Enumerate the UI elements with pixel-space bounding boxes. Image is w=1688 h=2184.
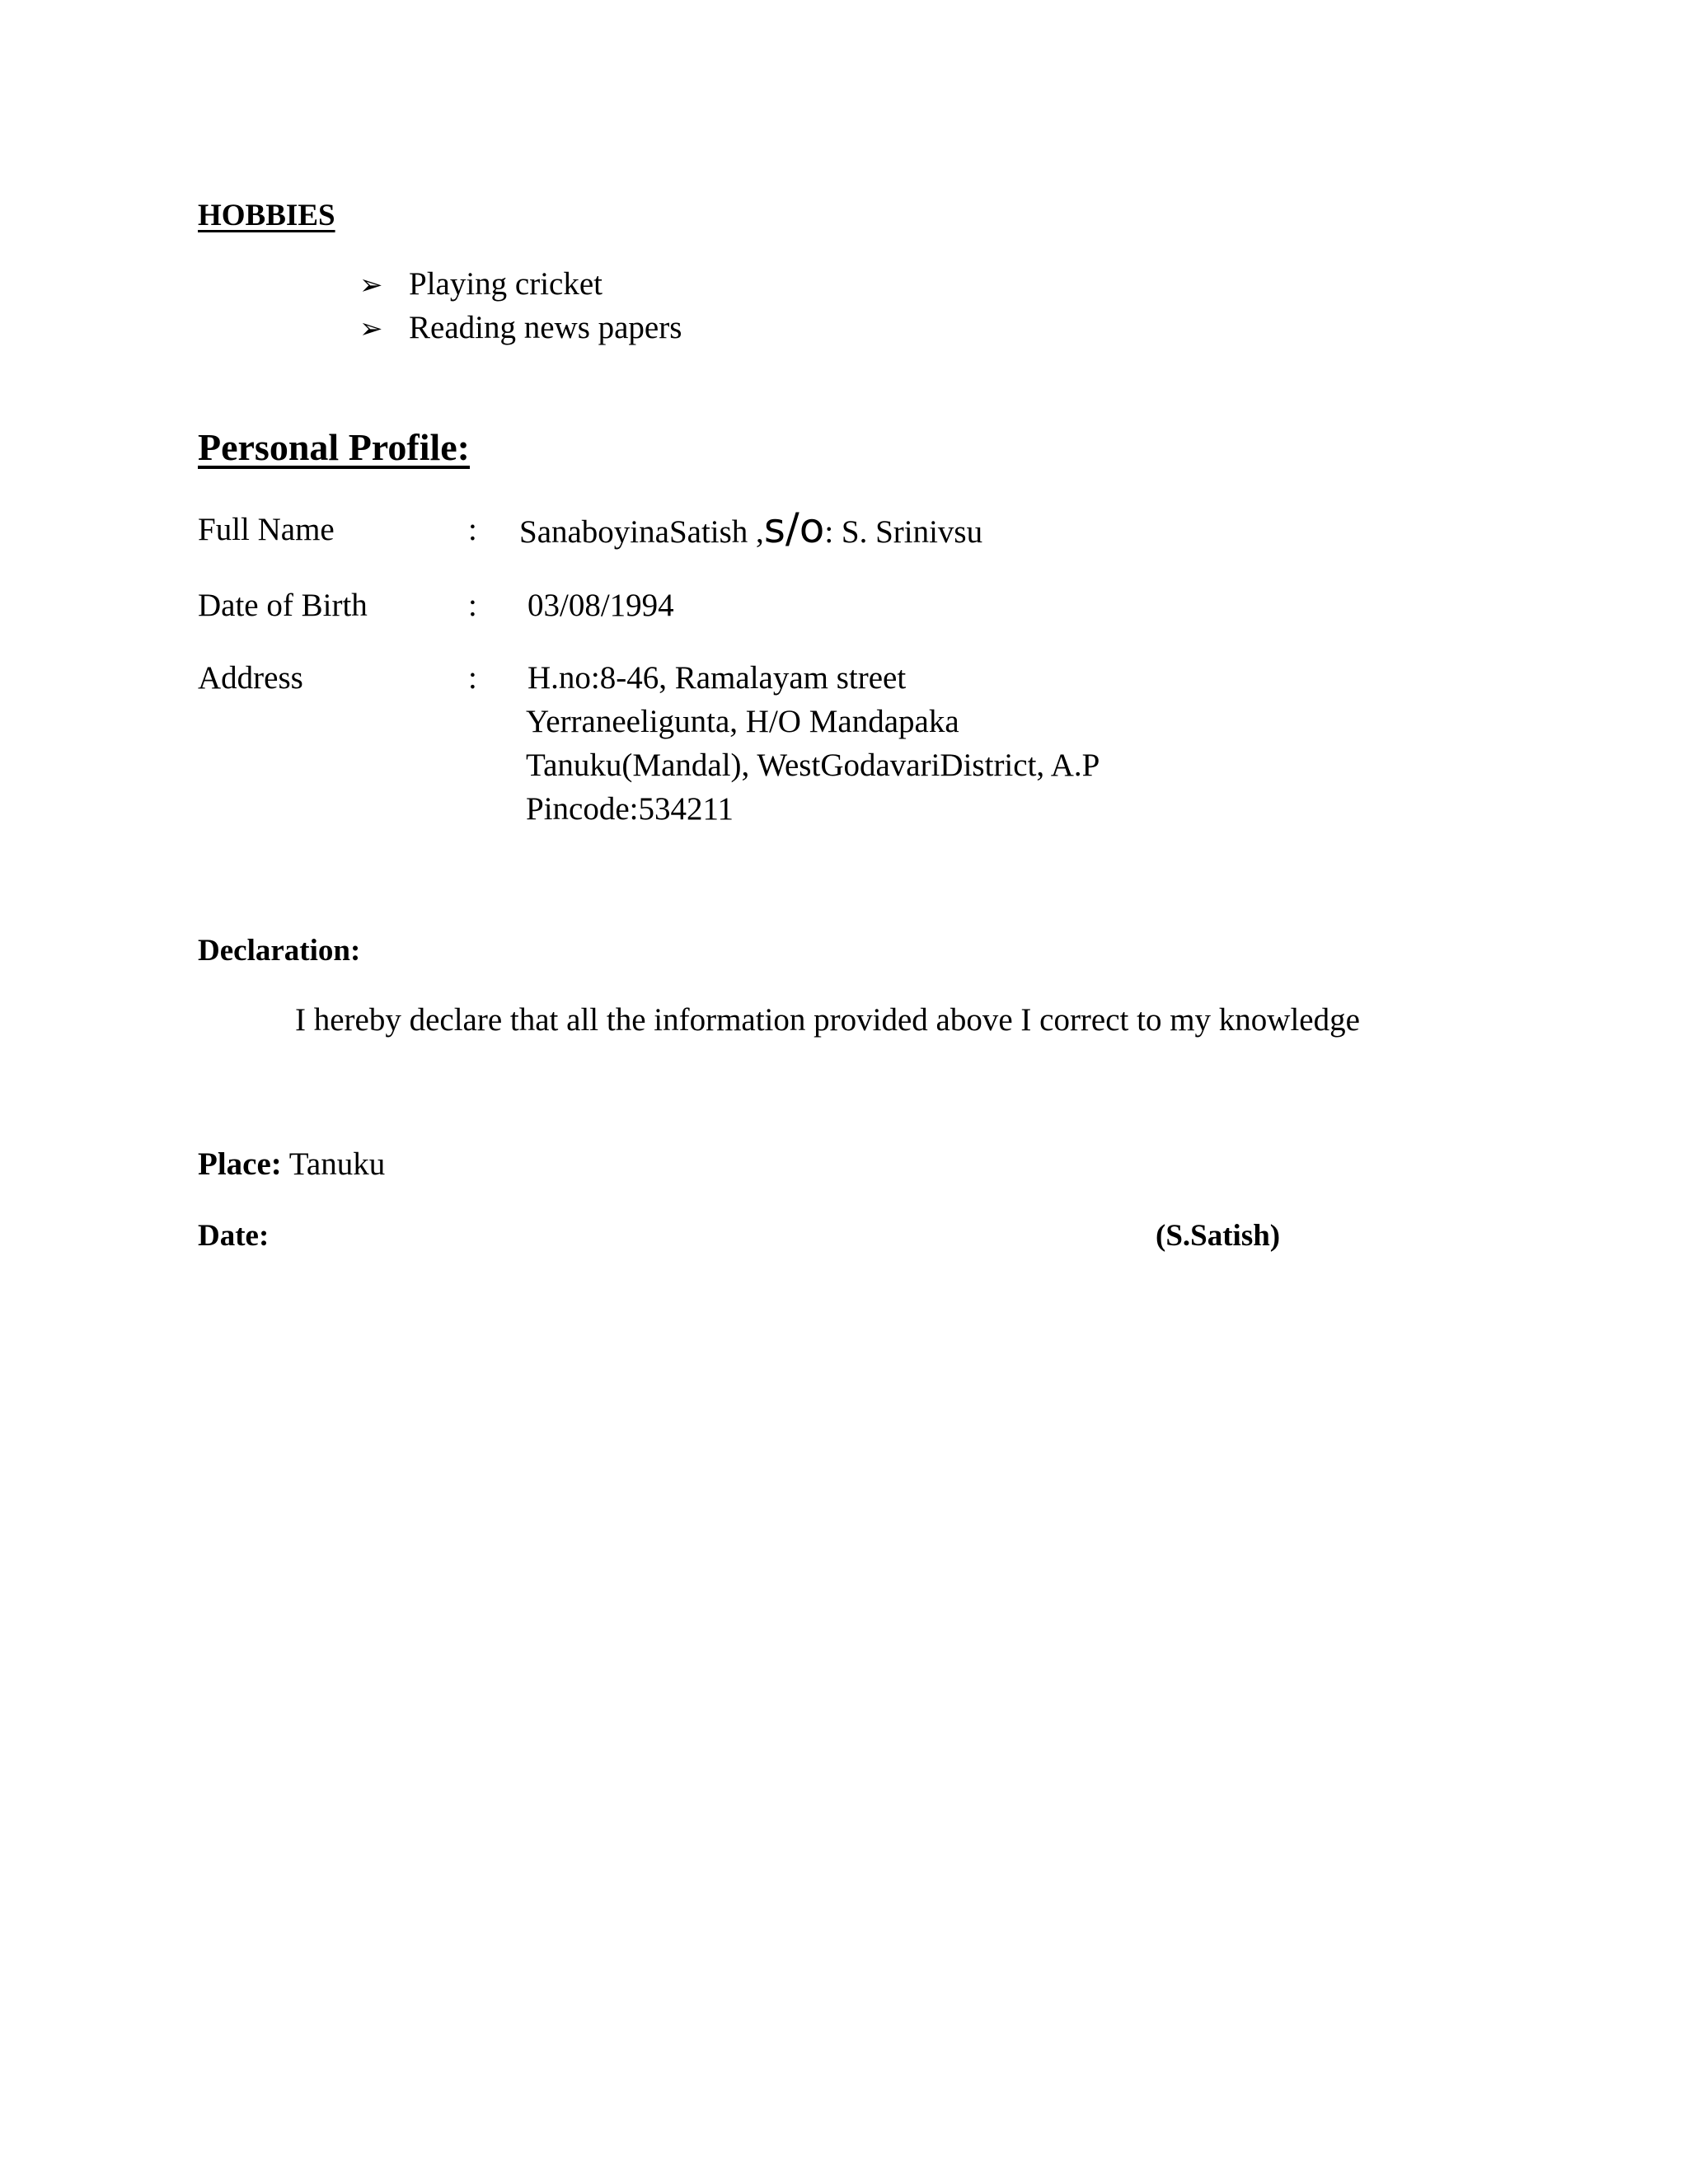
hobbies-heading: HOBBIES bbox=[198, 199, 335, 232]
address-label: Address bbox=[198, 660, 303, 696]
full-name-label: Full Name bbox=[198, 512, 335, 547]
dob-label: Date of Birth bbox=[198, 588, 368, 623]
declaration-heading: Declaration: bbox=[198, 934, 361, 968]
full-name-text: SanaboyinaSatish , bbox=[519, 514, 764, 550]
dob-colon: : bbox=[468, 588, 477, 623]
full-name-colon: : bbox=[468, 512, 477, 547]
dob-value: 03/08/1994 bbox=[528, 588, 674, 623]
hobby-item-label: Playing cricket bbox=[409, 266, 603, 302]
arrow-bullet-icon: ➢ bbox=[359, 312, 383, 345]
father-name-text: : S. Srinivsu bbox=[824, 514, 983, 550]
son-of-abbrev: s/o bbox=[763, 504, 825, 552]
address-line: Yerraneeligunta, H/O Mandapaka bbox=[526, 704, 959, 739]
full-name-value bbox=[519, 504, 982, 552]
date-label: Date: bbox=[198, 1219, 270, 1253]
address-line: H.no:8-46, Ramalayam street bbox=[528, 660, 907, 696]
place-row bbox=[198, 1146, 385, 1183]
declaration-text: I hereby declare that all the information provided above I correct to my knowledge bbox=[295, 1002, 1360, 1038]
personal-profile-heading: Personal Profile: bbox=[198, 426, 470, 468]
address-line: Pincode:534211 bbox=[526, 791, 734, 827]
hobby-item bbox=[359, 309, 682, 346]
hobby-item-label: Reading news papers bbox=[409, 310, 682, 345]
arrow-bullet-icon: ➢ bbox=[359, 269, 383, 302]
signature-name: (S.Satish) bbox=[1156, 1219, 1281, 1253]
address-line: Tanuku(Mandal), WestGodavariDistrict, A.P bbox=[526, 748, 1100, 783]
hobby-item bbox=[359, 265, 603, 302]
address-colon: : bbox=[468, 660, 477, 696]
place-value: Tanuku bbox=[281, 1146, 386, 1182]
place-label: Place: bbox=[198, 1146, 282, 1182]
